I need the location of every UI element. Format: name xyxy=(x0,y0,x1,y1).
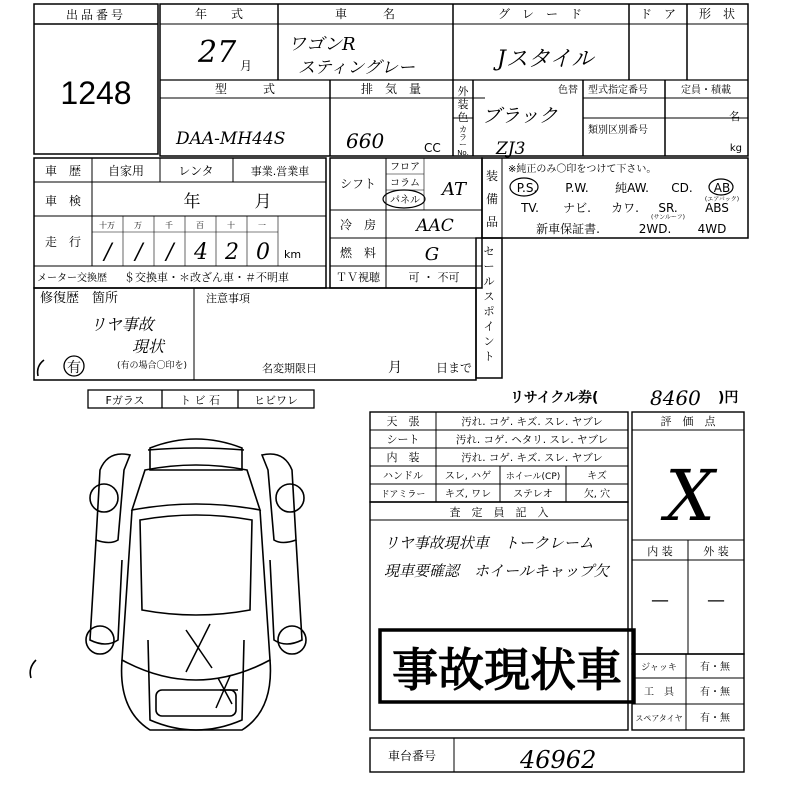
mileage-unit: km xyxy=(284,248,302,261)
recycle-label: リサイクル券( xyxy=(510,390,599,406)
shift-option-panel: パネル xyxy=(390,195,420,206)
year-unit: 月 xyxy=(240,59,253,73)
recycle-unit: )円 xyxy=(718,390,739,406)
glass-crack: ヒビワレ xyxy=(254,394,298,407)
exterior-color-label-1: 外 xyxy=(457,85,469,98)
shape-label: 形 状 xyxy=(698,7,736,21)
sales-point-char: ス xyxy=(483,290,495,303)
model-label: 型 式 xyxy=(214,82,276,96)
shift-option-floor: フロア xyxy=(390,162,420,173)
name-change-month: 月 xyxy=(388,360,402,376)
mirror-items: キズ, ワレ xyxy=(444,489,492,500)
rental-option: レンタ xyxy=(178,164,214,178)
ac-label: 冷 房 xyxy=(339,218,377,232)
sales-point-char: ポ xyxy=(483,305,495,318)
equip-2wd: 2WD. xyxy=(638,222,672,236)
repair-handwritten-line1: リヤ事故 xyxy=(90,315,154,334)
sales-point-char: ト xyxy=(483,350,495,363)
tools-label: 工 具 xyxy=(644,687,674,698)
digit-label-100k: 十万 xyxy=(99,221,115,230)
equip-sunroof: SR. xyxy=(658,201,678,215)
stereo-label: ステレオ xyxy=(513,489,553,500)
car-name-line1: ワゴンR xyxy=(288,34,356,55)
tv-label: ＴＶ視聴 xyxy=(336,271,380,284)
mileage-digit: 0 xyxy=(256,240,270,265)
name-change-label: 名変期限日 xyxy=(262,362,317,375)
sunroof-sublabel: (サンルーフ) xyxy=(651,214,685,221)
mileage-label: 走 行 xyxy=(44,235,82,249)
exterior-score-value: — xyxy=(707,590,725,611)
repair-handwritten-line2: 現状 xyxy=(132,337,165,356)
fuel-label: 燃 料 xyxy=(339,246,377,260)
type-designation-label: 型式指定番号 xyxy=(588,85,648,96)
business-option: 事業.営業車 xyxy=(250,165,310,178)
equipment-label-3: 品 xyxy=(485,215,499,229)
handle-label: ハンドル xyxy=(383,471,423,482)
meter-change-label: メーター交換歴 xyxy=(37,273,107,284)
equip-ps: P.S. xyxy=(516,181,538,195)
inspector-note-line2: 現車要確認 ホイールキャップ欠 xyxy=(384,562,609,580)
equip-navi: ナビ. xyxy=(563,201,591,215)
capacity-unit-kg: kg xyxy=(729,143,742,154)
equip-warranty: 新車保証書. xyxy=(536,222,600,236)
name-change-day: 日まで xyxy=(436,361,473,375)
capacity-unit-persons: 名 xyxy=(729,110,740,123)
sales-point-char: セ xyxy=(483,245,495,258)
digit-label-100: 百 xyxy=(196,221,204,230)
category-label: 類別区別番号 xyxy=(588,125,648,136)
ac-value: AAC xyxy=(416,216,454,236)
glass-chip: ト ビ 石 xyxy=(180,394,220,407)
mileage-digit: / xyxy=(166,240,174,265)
chassis-value: 46962 xyxy=(520,746,597,774)
mileage-digit: 4 xyxy=(194,240,208,265)
sales-point-char: イ xyxy=(483,320,495,333)
exterior-score-label: 外 装 xyxy=(703,545,729,558)
exterior-color-label-2: 装 xyxy=(457,98,469,111)
sales-point-char: ン xyxy=(483,335,495,348)
equip-alloy: 純AW. xyxy=(615,181,649,195)
grade-label: グ レ ー ド xyxy=(497,7,583,21)
year-label: 年 式 xyxy=(194,7,244,21)
color-code: ZJ3 xyxy=(496,139,526,159)
equipment-label-2: 備 xyxy=(485,192,499,206)
car-name-label: 車 名 xyxy=(334,7,396,21)
lot-number-label: 出品番号 xyxy=(65,8,127,22)
mileage-digit: / xyxy=(104,240,112,265)
grade-value: Jスタイル xyxy=(497,47,594,72)
recycle-value: 8460 xyxy=(650,386,701,410)
digit-label-1: 一 xyxy=(258,221,266,230)
stereo-items: 欠, 穴 xyxy=(583,489,611,500)
condition-row-label: 内 装 xyxy=(386,451,420,464)
equip-tv: TV. xyxy=(521,201,539,215)
door-label: ド ア xyxy=(639,7,677,21)
condition-row-label: 天 張 xyxy=(386,415,420,428)
repair-yes-note: (有の場合〇印を) xyxy=(116,361,188,371)
inspection-year: 年 xyxy=(183,192,201,212)
shift-value: AT xyxy=(441,179,467,200)
equip-cd: CD. xyxy=(671,181,693,195)
digit-label-10k: 万 xyxy=(134,221,142,230)
mileage-digit: 2 xyxy=(225,240,239,265)
jack-label: ジャッキ xyxy=(641,663,677,673)
repair-yes-option: 有 xyxy=(67,360,81,376)
equip-leather: カワ. xyxy=(611,201,639,215)
equip-airbag: AB xyxy=(713,181,731,195)
accident-stamp-text: 事故現状車 xyxy=(392,643,622,697)
glass-front: Fガラス xyxy=(105,394,145,407)
inspector-note-line1: リヤ事故現状車 トークレーム xyxy=(384,534,594,552)
airbag-sublabel: (エアバック) xyxy=(704,196,740,203)
fuel-value: G xyxy=(424,244,440,265)
digit-label-1k: 千 xyxy=(165,221,173,230)
color-no-label-1: カ xyxy=(459,125,467,134)
equip-4wd: 4WD xyxy=(697,222,727,236)
lot-number: 1248 xyxy=(60,75,132,111)
displacement-value: 660 xyxy=(346,129,385,153)
color-no-label-4: No. xyxy=(457,149,469,157)
year-value: 27 xyxy=(198,35,237,70)
color-swap-label: 色替 xyxy=(558,85,578,96)
exterior-color-label-3: 色 xyxy=(457,111,469,124)
digit-label-10: 十 xyxy=(227,221,235,230)
shift-label: シフト xyxy=(339,177,377,191)
jack-value: 有・無 xyxy=(700,662,730,673)
equipment-note: ※純正のみ〇印をつけて下さい。 xyxy=(508,164,657,175)
notes-label: 注意事項 xyxy=(206,292,250,305)
inspection-month: 月 xyxy=(254,192,272,212)
condition-row-items: 汚れ. コゲ. ヘタリ. スレ. ヤブレ xyxy=(455,434,609,446)
tv-options: 可 ・ 不可 xyxy=(408,271,460,284)
equip-pw: P.W. xyxy=(565,181,589,195)
displacement-unit: CC xyxy=(424,141,441,155)
inspection-label: 車 検 xyxy=(44,194,82,208)
car-name-line2: スティングレー xyxy=(298,58,415,78)
score-value: X xyxy=(665,455,715,537)
private-use-option: 自家用 xyxy=(107,164,145,178)
chassis-label: 車台番号 xyxy=(387,749,437,763)
spare-value: 有・無 xyxy=(700,713,730,724)
repair-history-label: 修復歴 箇所 xyxy=(40,291,119,306)
color-value: ブラック xyxy=(482,105,558,127)
meter-change-options: ＄交換車・＊改ざん車・＃不明車 xyxy=(124,271,289,284)
color-no-label-2: ラ xyxy=(459,133,467,142)
mileage-digit: / xyxy=(135,240,143,265)
tools-value: 有・無 xyxy=(700,687,730,698)
capacity-label: 定員・積載 xyxy=(681,85,731,96)
condition-row-items: 汚れ. コゲ. キズ. スレ. ヤブレ xyxy=(461,416,603,428)
displacement-label: 排 気 量 xyxy=(360,82,422,96)
spare-label: スペアタイヤ xyxy=(635,714,683,723)
sales-point-char: ー xyxy=(483,260,495,273)
color-no-label-3: ー xyxy=(459,140,467,149)
model-value: DAA-MH44S xyxy=(176,129,286,149)
handle-items: スレ, ハゲ xyxy=(444,471,492,482)
wheel-label: ホイール(CP) xyxy=(505,472,561,482)
interior-score-value: — xyxy=(651,590,669,611)
condition-row-items: 汚れ. コゲ. キズ. スレ. ヤブレ xyxy=(461,452,603,464)
score-label: 評 価 点 xyxy=(660,415,716,428)
condition-row-label: シート xyxy=(386,433,420,446)
interior-score-label: 内 装 xyxy=(647,545,673,558)
shift-option-column: コラム xyxy=(390,178,420,189)
sales-point-char: ル xyxy=(483,275,495,288)
car-history-label: 車 歴 xyxy=(44,164,82,178)
equipment-label-1: 装 xyxy=(485,169,499,183)
inspector-label: 査 定 員 記 入 xyxy=(449,506,549,519)
mirror-label: ドアミラー xyxy=(380,490,426,500)
wheel-items: キズ xyxy=(587,471,607,482)
equip-abs: ABS xyxy=(705,201,729,215)
